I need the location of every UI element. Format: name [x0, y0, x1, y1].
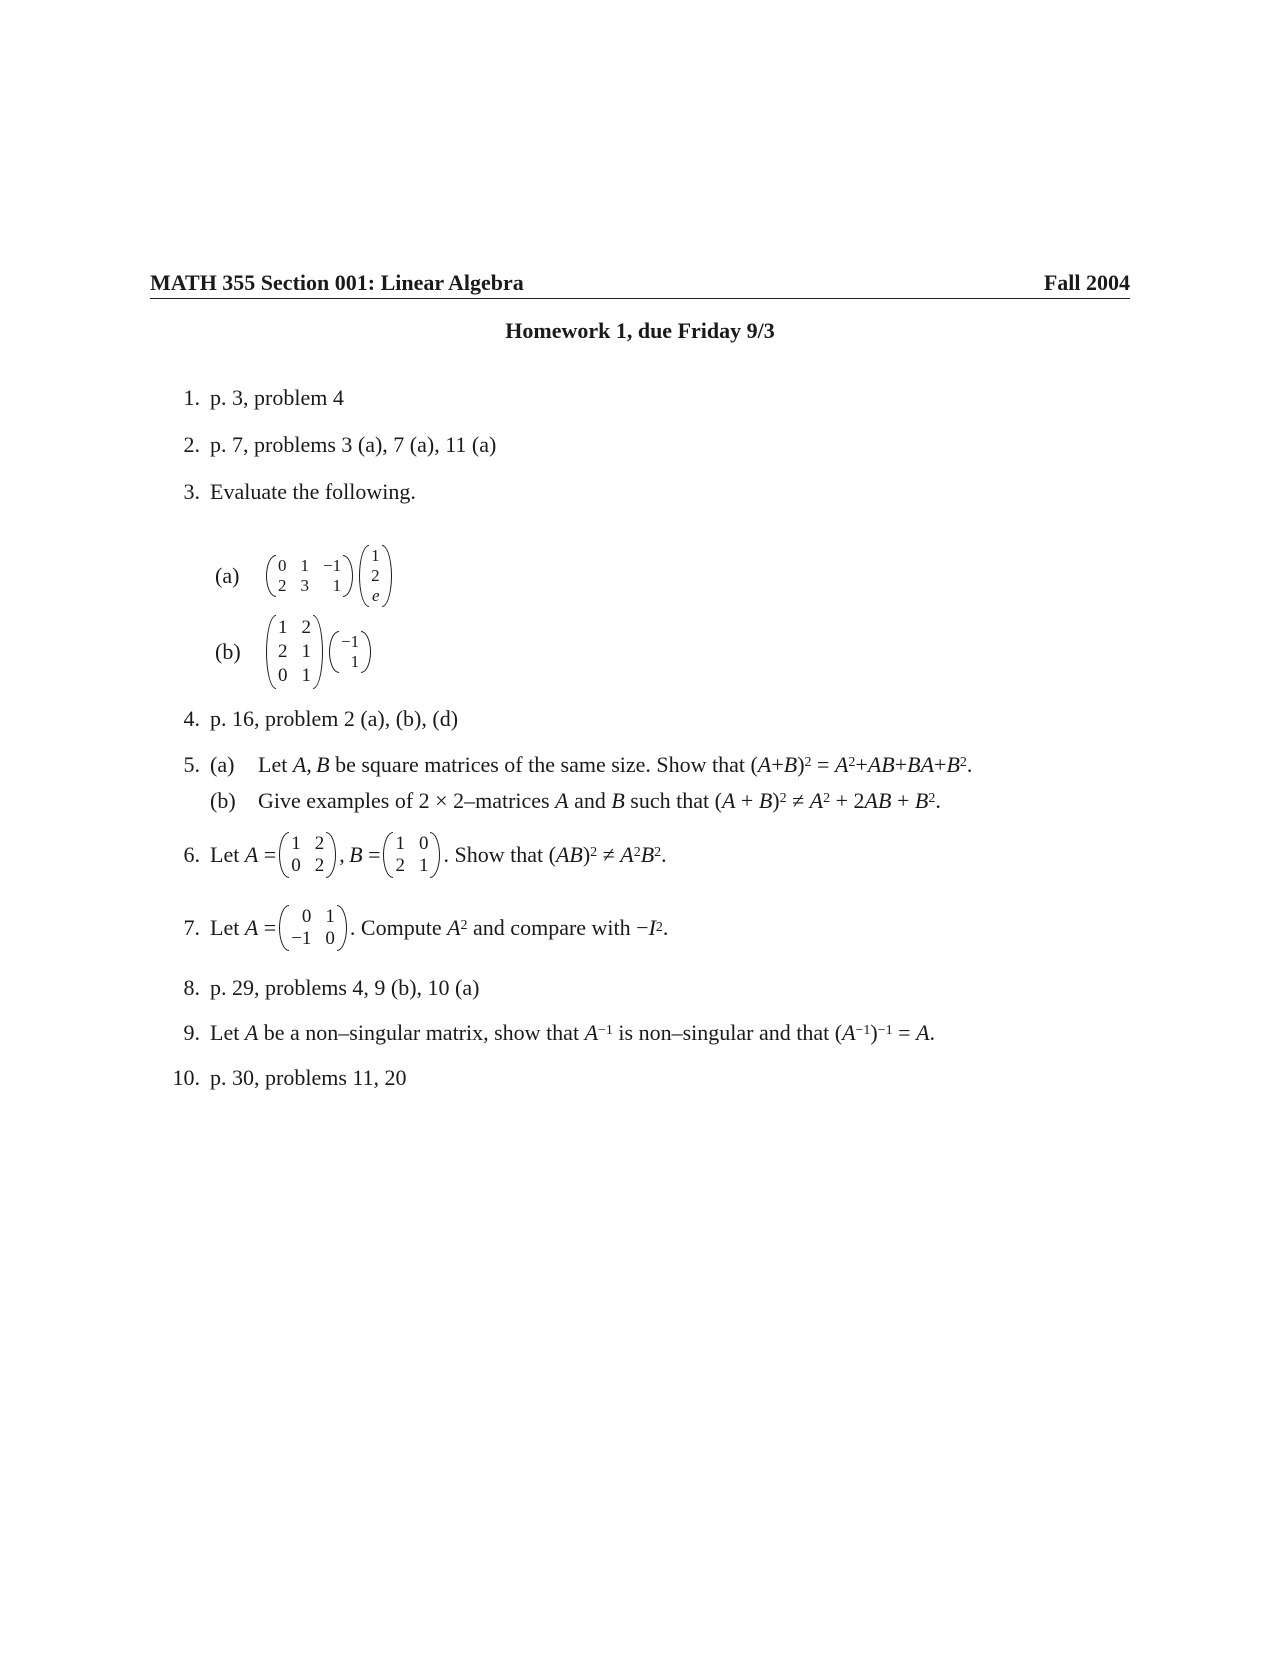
item-8: 8. p. 29, problems 4, 9 (b), 10 (a): [183, 975, 480, 1000]
item-9: 9. Let A be a non–singular matrix, show that A $^{-1}$ is non–singular and that ( A $^{-1}$ ) $^{-1}$ = A .: [183, 1020, 936, 1045]
matrix-entries: 0 1 −1 0: [291, 906, 335, 949]
item-3a: (a) 0 1 −1 2 3 1 1 2 e: [215, 545, 395, 607]
matrix-B: [383, 832, 440, 878]
item-4: 4. p. 16, problem 2 (a), (b), (d): [183, 706, 459, 731]
homework-title: Homework 1, due Friday 9/3: [505, 318, 775, 343]
header-rule: [150, 270, 1130, 299]
matrix-entries: 0 1 −1 2 3 1: [278, 556, 342, 595]
item-10: 10. p. 30, problems 11, 20: [172, 1065, 407, 1090]
vector-3x1: [359, 545, 392, 607]
matrix-3x2: [266, 615, 323, 689]
matrix-A: [279, 832, 336, 878]
matrix-2x3: [266, 555, 353, 597]
item-2: 2. p. 7, problems 3 (a), 7 (a), 11 (a): [183, 432, 497, 457]
vector-2x1: [329, 631, 371, 673]
item-5a: 5. (a) Let A, B be square matrices of the same size. Show that ( A + B ) $^2$ = A $^2$ + AB + BA + B $^2$ .: [183, 752, 973, 777]
item-3: 3. Evaluate the following.: [183, 479, 416, 504]
vector-entries: −1 1: [341, 632, 360, 671]
matrix-entries: 1 2 0 2: [291, 833, 325, 876]
course-title: MATH 355 Section 001: Linear Algebra: [150, 270, 524, 295]
matrix-A: [279, 905, 347, 951]
matrix-entries: 1 2 2 1 0 1: [278, 617, 311, 686]
item-5b: (b) Give examples of 2 × 2–matrices A and B such that ( A + B ) $^2$ ≠ A $^2$ + 2 AB + B $^2$ .: [210, 788, 941, 813]
item-3b: (b) 1 2 2 1 0 1 −1 1: [215, 615, 374, 689]
item-1: 1. p. 3, problem 4: [183, 385, 344, 410]
item-7: 7. Let A = 0 1 −1 0 . Compute A $^2$ and compare with − I 2 .: [183, 906, 669, 949]
vector-entries: 1 2 e: [371, 546, 380, 605]
item-6: 6. Let A = 1 2 0 2 , B = 1 0 2 1 . Show that ( AB ) $^2$ ≠ A $^2$ B $^2$ .: [183, 833, 667, 876]
matrix-entries: 1 0 2 1: [395, 833, 429, 876]
term: Fall 2004: [1043, 270, 1130, 295]
